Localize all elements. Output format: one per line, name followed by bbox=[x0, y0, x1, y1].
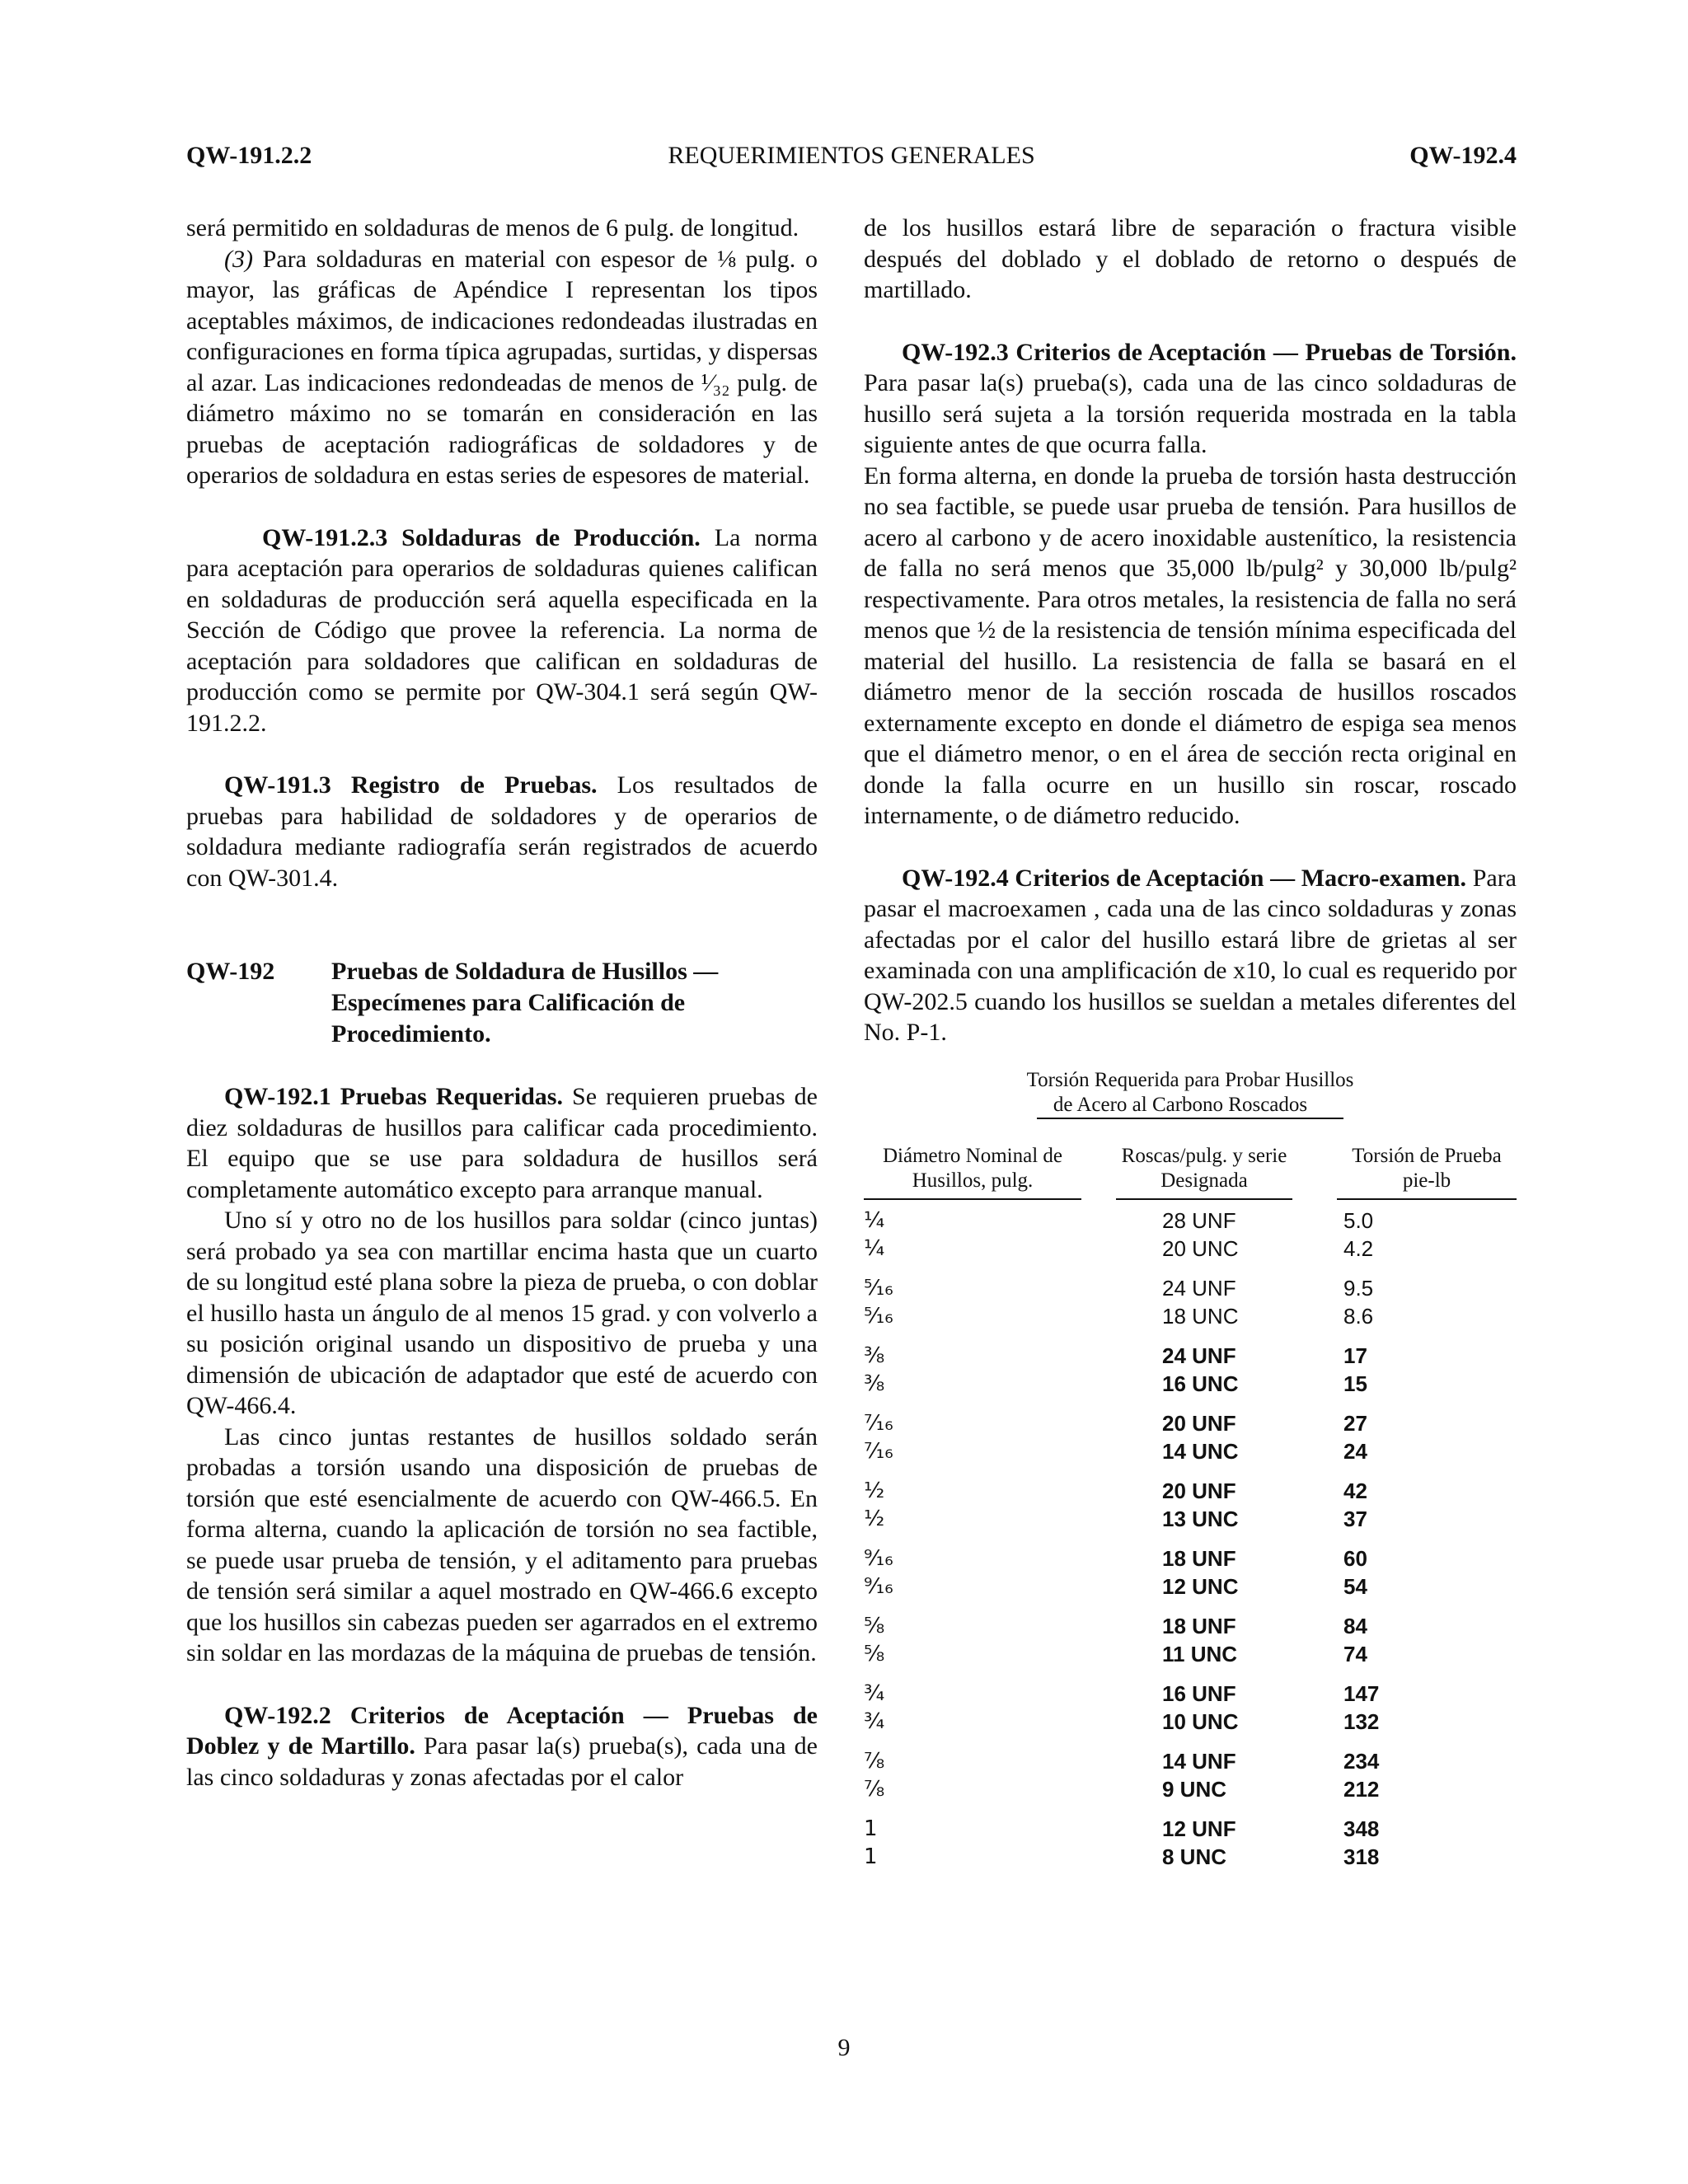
paragraph-title: QW-192.3 Criterios de Aceptación — Pruebas de Torsión. bbox=[902, 338, 1517, 366]
table-row-group bbox=[864, 1747, 1517, 1803]
table-row bbox=[864, 1843, 1517, 1871]
cell-threads: 16 UNC bbox=[1162, 1371, 1239, 1396]
paragraph-item-3: (3) Para soldaduras en material con espesor de ⅛ pulg. o mayor, las gráficas de Apéndice I representan los tipos aceptables máximos, de indicaciones redondeadas ilustradas en configuraciones en forma típica agrupadas, surtidas, y dispersas al azar. Las indicaciones redondeadas de menos de ¹⁄₃₂ pulg. de diámetro máximo no se tomarán en consideración en las pruebas de aceptación radiográficas de soldadores y de operarios de soldadura en estas series de espesores de material. bbox=[186, 245, 818, 489]
table-row bbox=[864, 1544, 1517, 1572]
cell-diameter: ½ bbox=[864, 1478, 885, 1503]
paragraph-continuation: será permitido en soldaduras de menos de 6 pulg. de longitud. bbox=[186, 214, 799, 241]
cell-torque: 15 bbox=[1343, 1371, 1367, 1396]
table-row bbox=[864, 1612, 1517, 1640]
table-row-group bbox=[864, 1612, 1517, 1668]
paragraph-qw-192-3: QW-192.3 Criterios de Aceptación — Pruebas de Torsión. Para pasar la(s) prueba(s), cada una de las cinco soldaduras de husillo será sujeta a la torsión requerida mostrada en la tabla siguiente antes de que ocurra falla. bbox=[864, 338, 1517, 458]
cell-torque: 348 bbox=[1343, 1816, 1380, 1841]
cell-diameter: ⅜ bbox=[864, 1343, 885, 1368]
cell-diameter: ⅞ bbox=[864, 1748, 885, 1774]
section-heading-qw-192 bbox=[186, 956, 818, 1050]
cell-torque: 17 bbox=[1343, 1343, 1367, 1368]
cell-diameter: ¼ bbox=[864, 1207, 885, 1233]
cell-torque: 147 bbox=[1343, 1680, 1380, 1706]
cell-threads: 14 UNC bbox=[1162, 1438, 1239, 1464]
cell-threads: 14 UNF bbox=[1162, 1748, 1236, 1774]
cell-threads: 24 UNF bbox=[1162, 1275, 1236, 1301]
table-row-group bbox=[864, 1815, 1517, 1871]
cell-torque: 60 bbox=[1343, 1545, 1367, 1571]
cell-threads: 18 UNF bbox=[1162, 1613, 1236, 1638]
table-body bbox=[864, 1207, 1517, 1871]
table-row-group bbox=[864, 1680, 1517, 1736]
header-section-end: QW-192.4 bbox=[1409, 142, 1517, 169]
paragraph-continuation: de los husillos estará libre de separación o fractura visible después del doblado y el doblado de retorno o después de martillado. bbox=[864, 214, 1517, 303]
table-row bbox=[864, 1477, 1517, 1505]
table-row bbox=[864, 1775, 1517, 1803]
cell-diameter: ⁹⁄₁₆ bbox=[864, 1573, 893, 1599]
table-row-group bbox=[864, 1342, 1517, 1398]
table-caption-line-2: de Acero al Carbono Roscados bbox=[1037, 1093, 1343, 1119]
cell-threads: 20 UNC bbox=[1162, 1235, 1239, 1261]
cell-torque: 27 bbox=[1343, 1410, 1367, 1436]
cell-diameter: ⁷⁄₁₆ bbox=[864, 1410, 893, 1436]
cell-diameter: ⁷⁄₁₆ bbox=[864, 1438, 893, 1464]
cell-diameter: 1 bbox=[864, 1844, 878, 1869]
cell-torque: 132 bbox=[1343, 1708, 1380, 1734]
column-header-torque: Torsión de Prueba pie-lb bbox=[1337, 1144, 1517, 1200]
cell-torque: 37 bbox=[1343, 1506, 1367, 1531]
cell-threads: 12 UNF bbox=[1162, 1816, 1236, 1841]
cell-torque: 74 bbox=[1343, 1641, 1367, 1666]
paragraph-qw-192-2: QW-192.2 Criterios de Aceptación — Pruebas de Doblez y de Martillo. Para pasar la(s) prueba(s), cada una de las cinco soldaduras y zonas afectadas por el calor bbox=[186, 1701, 818, 1791]
table-row-group bbox=[864, 1274, 1517, 1330]
table-row bbox=[864, 1235, 1517, 1263]
cell-threads: 24 UNF bbox=[1162, 1343, 1236, 1368]
table-row bbox=[864, 1342, 1517, 1370]
cell-diameter: ¾ bbox=[864, 1680, 885, 1706]
cell-diameter: ⅝ bbox=[864, 1613, 885, 1638]
paragraph-qw-192-4: QW-192.4 Criterios de Aceptación — Macro-examen. Para pasar el macroexamen , cada una de las cinco soldaduras y zonas afectadas por el calor del husillo estará libre de grietas al ser examinada con una amplificación de x10, lo cual es requerido por QW-202.5 cuando los husillos se sueldan a metales diferentes del No. P-1. bbox=[864, 864, 1517, 1046]
table-row bbox=[864, 1747, 1517, 1775]
table-row bbox=[864, 1370, 1517, 1398]
table-row-group bbox=[864, 1409, 1517, 1465]
cell-diameter: ⅝ bbox=[864, 1641, 885, 1666]
paragraph-title: QW-191.3 Registro de Pruebas. bbox=[224, 771, 598, 799]
table-row-group bbox=[864, 1207, 1517, 1263]
torque-table bbox=[864, 1144, 1517, 1871]
table-row bbox=[864, 1302, 1517, 1330]
section-title: Pruebas de Soldadura de Husillos — Especímenes para Calificación de Procedimiento. bbox=[331, 958, 719, 1047]
cell-diameter: ⁵⁄₁₆ bbox=[864, 1303, 893, 1329]
table-row bbox=[864, 1274, 1517, 1302]
cell-torque: 8.6 bbox=[1343, 1303, 1374, 1329]
cell-threads: 18 UNF bbox=[1162, 1545, 1236, 1571]
paragraph-title: QW-192.2 Criterios de Aceptación — Pruebas de Doblez y de Martillo. bbox=[186, 1701, 818, 1760]
cell-torque: 318 bbox=[1343, 1844, 1380, 1869]
left-column bbox=[186, 213, 818, 1793]
page-header bbox=[186, 142, 1517, 181]
cell-threads: 28 UNF bbox=[1162, 1207, 1236, 1233]
cell-torque: 54 bbox=[1343, 1573, 1367, 1599]
cell-threads: 10 UNC bbox=[1162, 1708, 1239, 1734]
table-row bbox=[864, 1708, 1517, 1736]
item-number: (3) bbox=[224, 245, 253, 273]
page-number: 9 bbox=[837, 2034, 851, 2061]
cell-threads: 8 UNC bbox=[1162, 1844, 1227, 1869]
paragraph-title: QW-192.4 Criterios de Aceptación — Macro-examen. bbox=[902, 864, 1466, 892]
table-row bbox=[864, 1640, 1517, 1668]
cell-threads: 12 UNC bbox=[1162, 1573, 1239, 1599]
paragraph-bend-test: Uno sí y otro no de los husillos para soldar (cinco juntas) será probado ya sea con martillar encima hasta que un cuarto de su longitud esté plana sobre la pieza de prueba, o con doblar el husillo hasta un ángulo de al menos 15 grad. y con volverlo a su posición original usando un dispositivo de prueba y una dimensión de ubicación de adaptador que esté de acuerdo con QW-466.4. bbox=[186, 1207, 818, 1419]
table-row bbox=[864, 1437, 1517, 1465]
paragraph-qw-191-3: QW-191.3 Registro de Pruebas. Los resultados de pruebas para habilidad de soldadores y de operarios de soldadura mediante radiografía serán registrados de acuerdo con QW-301.4. bbox=[186, 771, 818, 892]
cell-diameter: ⁵⁄₁₆ bbox=[864, 1275, 893, 1301]
section-number: QW-192 bbox=[186, 958, 275, 985]
cell-threads: 16 UNF bbox=[1162, 1680, 1236, 1706]
cell-diameter: ⅞ bbox=[864, 1776, 885, 1802]
cell-torque: 4.2 bbox=[1343, 1235, 1374, 1261]
cell-threads: 18 UNC bbox=[1162, 1303, 1239, 1329]
cell-torque: 42 bbox=[1343, 1478, 1367, 1503]
right-column bbox=[864, 213, 1517, 1882]
header-title: REQUERIMIENTOS GENERALES bbox=[668, 142, 1035, 169]
paragraph-torsion-test: Las cinco juntas restantes de husillos soldado serán probadas a torsión usando una disposición de pruebas de torsión que esté esencialmente de acuerdo con QW-466.5. En forma alterna, cuando la aplicación de torsión no sea factible, se puede usar prueba de tensión, y el aditamento para pruebas de tensión será similar a aquel mostrado en QW-466.6 excepto que los husillos sin cabezas pueden ser agarrados en el extremo sin soldar en las mordazas de la máquina de pruebas de tensión. bbox=[186, 1422, 818, 1666]
cell-torque: 84 bbox=[1343, 1613, 1367, 1638]
paragraph-title: QW-191.2.3 Soldaduras de Producción. bbox=[262, 523, 701, 551]
cell-diameter: 1 bbox=[864, 1816, 878, 1841]
table-row bbox=[864, 1572, 1517, 1601]
cell-threads: 11 UNC bbox=[1162, 1641, 1238, 1666]
column-header-diameter: Diámetro Nominal de Husillos, pulg. bbox=[864, 1144, 1081, 1200]
table-row-group bbox=[864, 1544, 1517, 1601]
cell-torque: 212 bbox=[1343, 1776, 1380, 1802]
paragraph-qw-192-1: QW-192.1 Pruebas Requeridas. Se requieren pruebas de diez soldaduras de husillos para calificar cada procedimiento. El equipo que se use para soldadura de husillos será completamente automático excepto para arranque manual. bbox=[186, 1083, 818, 1203]
paragraph-title: QW-192.1 Pruebas Requeridas. bbox=[224, 1083, 563, 1110]
cell-diameter: ⁹⁄₁₆ bbox=[864, 1545, 893, 1571]
table-header bbox=[864, 1144, 1517, 1200]
cell-torque: 234 bbox=[1343, 1748, 1380, 1774]
table-row bbox=[864, 1505, 1517, 1533]
table-row bbox=[864, 1207, 1517, 1235]
cell-torque: 5.0 bbox=[1343, 1207, 1374, 1233]
table-row bbox=[864, 1680, 1517, 1708]
cell-threads: 13 UNC bbox=[1162, 1506, 1239, 1531]
paragraph-tension-alternative: En forma alterna, en donde la prueba de torsión hasta destrucción no sea factible, se puede usar prueba de tensión. Para husillos de acero al carbono y de acero inoxidable austenítico, la resistencia de falla no será menos que 35,000 lb/pulg² y 30,000 lb/pulg² respectivamente. Para otros metales, la resistencia de falla no será menos que ½ de la resistencia de tensión mínima especificada del material del husillo. La resistencia de falla se basará en el diámetro menor de la sección roscada de husillos roscados externamente excepto en donde el diámetro de espiga sea menos que el diámetro menor, o en el área de sección recta original en donde la falla ocurre en un husillo sin roscar, roscado internamente, o de diámetro reducido. bbox=[864, 462, 1517, 829]
cell-diameter: ¾ bbox=[864, 1708, 885, 1734]
header-section-start: QW-191.2.2 bbox=[186, 142, 312, 169]
cell-diameter: ⅜ bbox=[864, 1371, 885, 1396]
paragraph-qw-191-2-3: QW-191.2.3 Soldaduras de Producción. La norma para aceptación para operarios de soldaduras quienes califican en soldaduras de producción será aquella especificada en la Sección de Código que provee la referencia. La norma de aceptación para soldadores que califican en soldaduras de producción como se permite por QW-304.1 será según QW-191.2.2. bbox=[186, 523, 818, 737]
cell-diameter: ½ bbox=[864, 1506, 885, 1531]
table-row-group bbox=[864, 1477, 1517, 1533]
cell-threads: 9 UNC bbox=[1162, 1776, 1227, 1802]
cell-torque: 24 bbox=[1343, 1438, 1367, 1464]
table-row bbox=[864, 1409, 1517, 1437]
cell-torque: 9.5 bbox=[1343, 1275, 1374, 1301]
table-caption bbox=[864, 1068, 1517, 1119]
cell-threads: 20 UNF bbox=[1162, 1410, 1236, 1436]
cell-threads: 20 UNF bbox=[1162, 1478, 1236, 1503]
cell-diameter: ¼ bbox=[864, 1235, 885, 1261]
column-header-threads: Roscas/pulg. y serie Designada bbox=[1116, 1144, 1292, 1200]
table-row bbox=[864, 1815, 1517, 1843]
table-caption-line-1: Torsión Requerida para Probar Husillos bbox=[1026, 1068, 1354, 1091]
